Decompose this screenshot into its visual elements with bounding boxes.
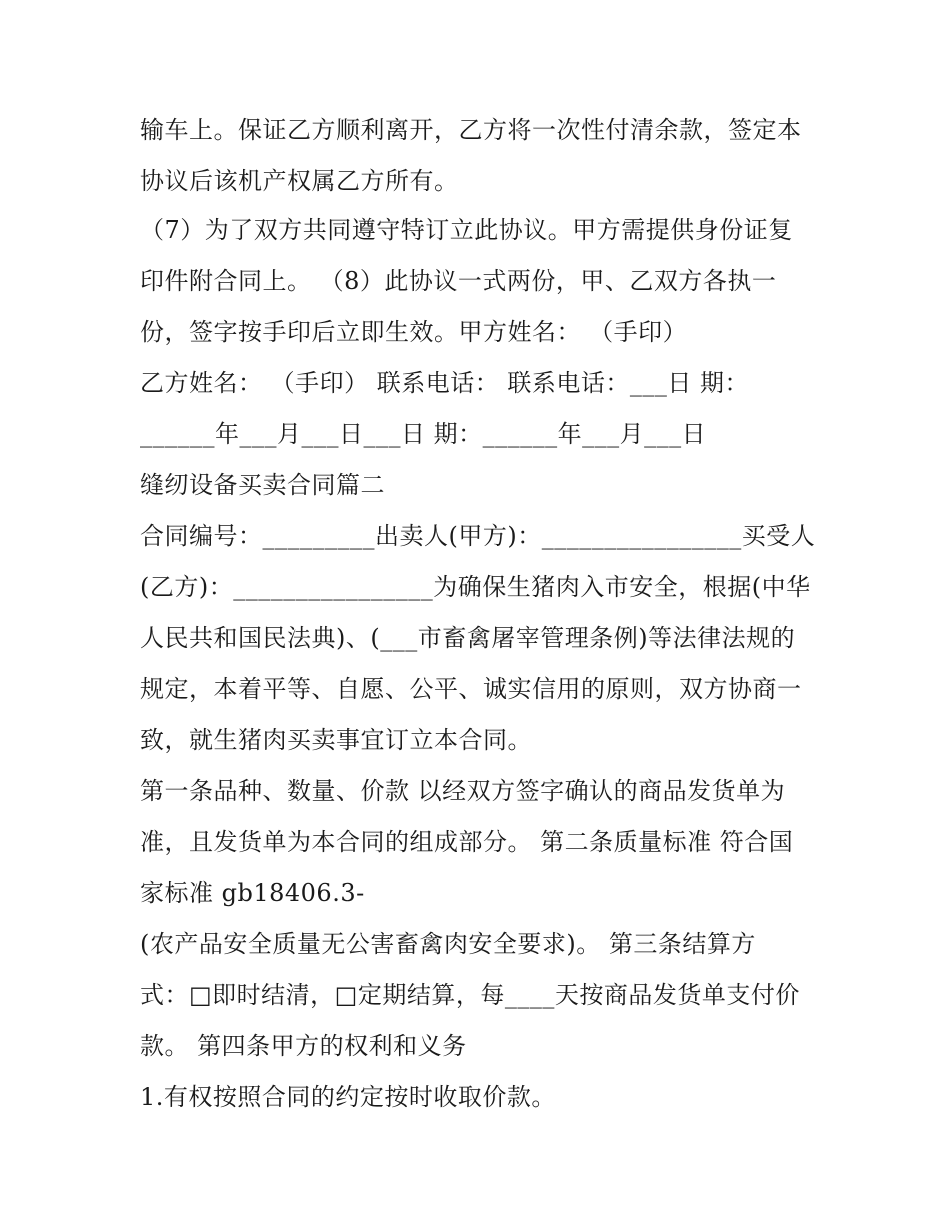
text-line: 合同编号：_________出卖人(甲方)：________________买受人 [140,522,816,550]
text-line: （7）为了双方共同遵守特订立此协议。甲方需提供身份证复 [140,216,793,244]
text-line: 致，就生猪肉买卖事宜订立本合同。 [140,726,532,754]
text-line: 印件附合同上。 （8）此协议一式两份，甲、乙双方各执一 [140,267,777,295]
text-line: 式：□即时结清，□定期结算，每____天按商品发货单支付价 [140,981,800,1009]
text-line: 输车上。保证乙方顺利离开，乙方将一次性付清余款，签定本 [140,116,802,144]
text-line: ______年___月___日___日 期：______年___月___日 [140,420,707,448]
text-line: 1.有权按照合同的约定按时收取价款。 [140,1083,556,1111]
section-heading: 缝纫设备买卖合同篇二 [140,471,385,499]
text-line: 人民共和国民法典)、(___市畜禽屠宰管理条例)等法律法规的 [140,624,796,652]
text-line: (农产品安全质量无公害畜禽肉安全要求)。 第三条结算方 [140,930,756,958]
text-line: 乙方姓名： （手印） 联系电话： 联系电话：___日 期： [140,369,750,397]
text-line: 家标准 gb18406.3- [140,879,365,907]
text-line: 份，签字按手印后立即生效。甲方姓名： （手印） [140,318,688,346]
text-line: 协议后该机产权属乙方所有。 [140,167,459,195]
text-line: 第一条品种、数量、价款 以经双方签字确认的商品发货单为 [140,777,786,805]
text-line: (乙方)：________________为确保生猪肉入市安全，根据(中华 [140,573,811,601]
text-line: 规定，本着平等、自愿、公平、诚实信用的原则，双方协商一 [140,675,802,703]
text-line: 准，且发货单为本合同的组成部分。 第二条质量标准 符合国 [140,828,794,856]
text-line: 款。 第四条甲方的权利和义务 [140,1032,467,1060]
